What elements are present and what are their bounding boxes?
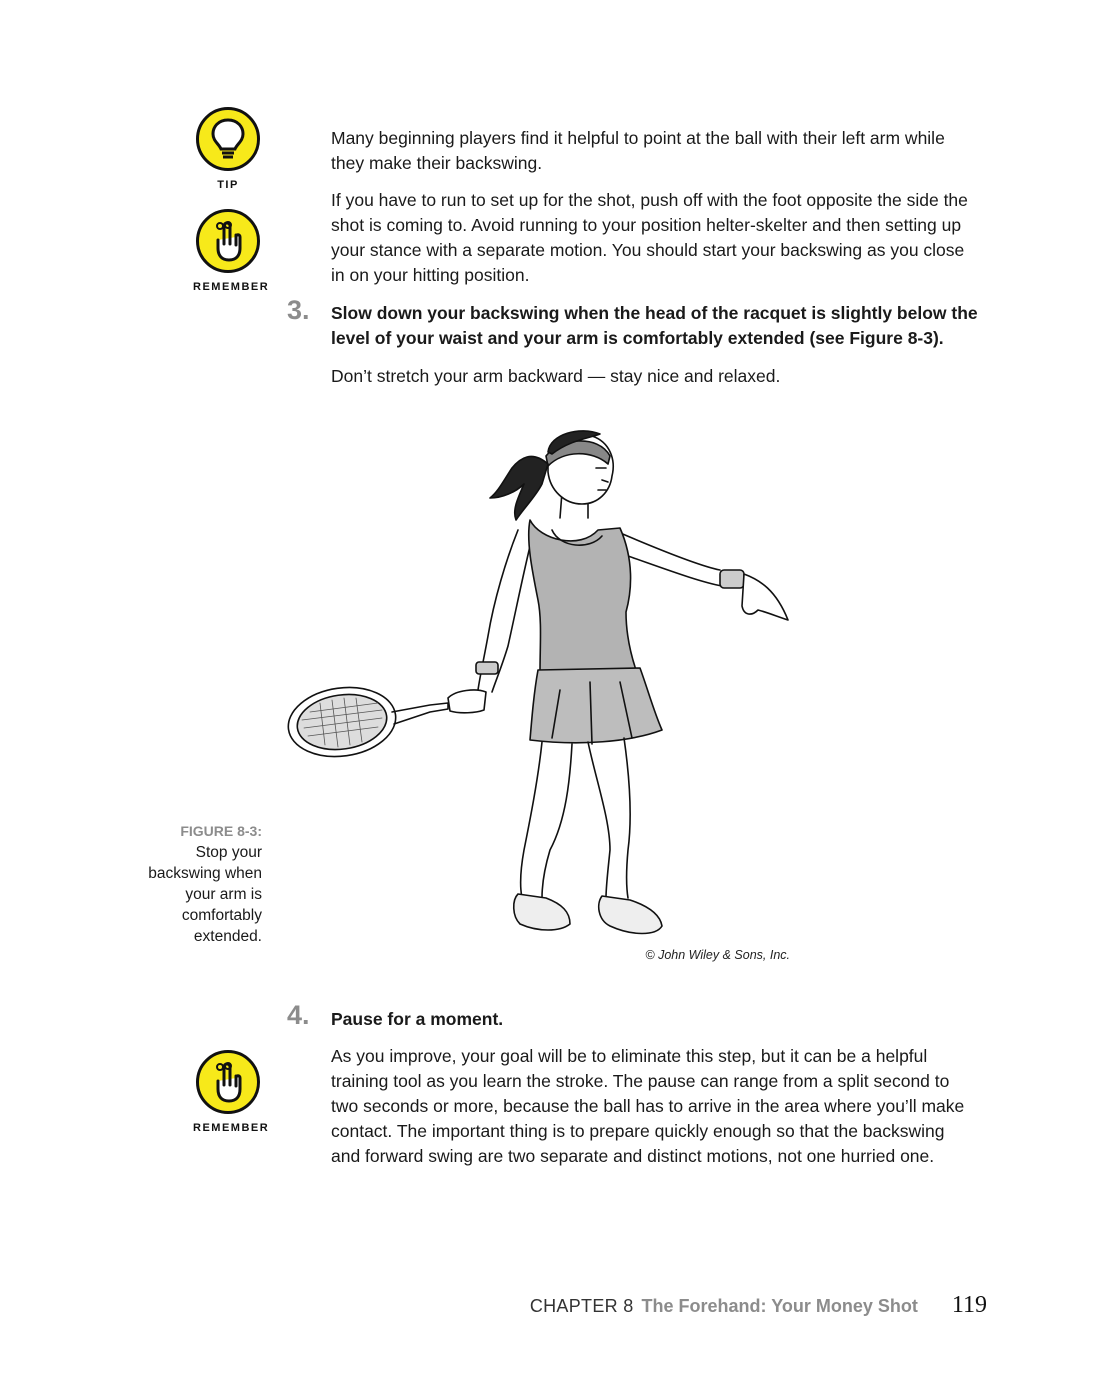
footer-chapter: CHAPTER 8 [529, 1296, 634, 1316]
tennis-player-illustration [280, 420, 800, 945]
page-number: 119 [951, 1292, 987, 1318]
step-3-number: 3. [287, 295, 310, 325]
step-3-body: Don’t stretch your arm backward — stay nice and relaxed. [331, 366, 781, 386]
figure-caption [120, 821, 262, 947]
step-4-body: As you improve, your goal will be to eliminate this step, but it can be a helpful training tool as you learn the stroke. The pause can range from a split second to two seconds or more, because the ball has to arrive in the area where you’ll make contact. The important thing is to prepare quickly enough so that the backswing and forward swing are two separate and distinct motions, not one hurried one. [331, 1046, 965, 1166]
step-4-heading: Pause for a moment. [331, 1009, 504, 1029]
lightbulb-icon [196, 107, 260, 171]
finger-string-icon [196, 1050, 260, 1114]
finger-string-icon [196, 209, 260, 273]
remember-label: REMEMBER [193, 1122, 270, 1134]
figure-label: FIGURE 8-3: [180, 823, 262, 839]
page-footer [530, 1292, 987, 1319]
tip-icon-block [193, 107, 263, 191]
step-3-heading: Slow down your backswing when the head of the racquet is slightly below the level of your waist and your arm is comfortably extended (see Figure 8-3). [331, 303, 978, 348]
paragraph-tip: Many beginning players find it helpful to point at the ball with their left arm while they make their backswing. [331, 128, 945, 173]
figure-caption-text: Stop your backswing when your arm is comfortably extended. [148, 844, 262, 945]
figure-credit: © John Wiley & Sons, Inc. [645, 948, 790, 962]
tip-label: TIP [217, 179, 239, 191]
footer-chapter-title: The Forehand: Your Money Shot [641, 1296, 918, 1316]
remember-icon-block-2 [193, 1050, 270, 1134]
remember-icon-block [193, 209, 270, 293]
remember-label: REMEMBER [193, 281, 270, 293]
step-4-number: 4. [287, 1000, 310, 1030]
paragraph-remember: If you have to run to set up for the shot, push off with the foot opposite the side the shot is coming to. Avoid running to your position helter-skelter and then setting up your stance with a separate motion. You should start your backswing as you close in on your hitting position. [331, 190, 968, 285]
